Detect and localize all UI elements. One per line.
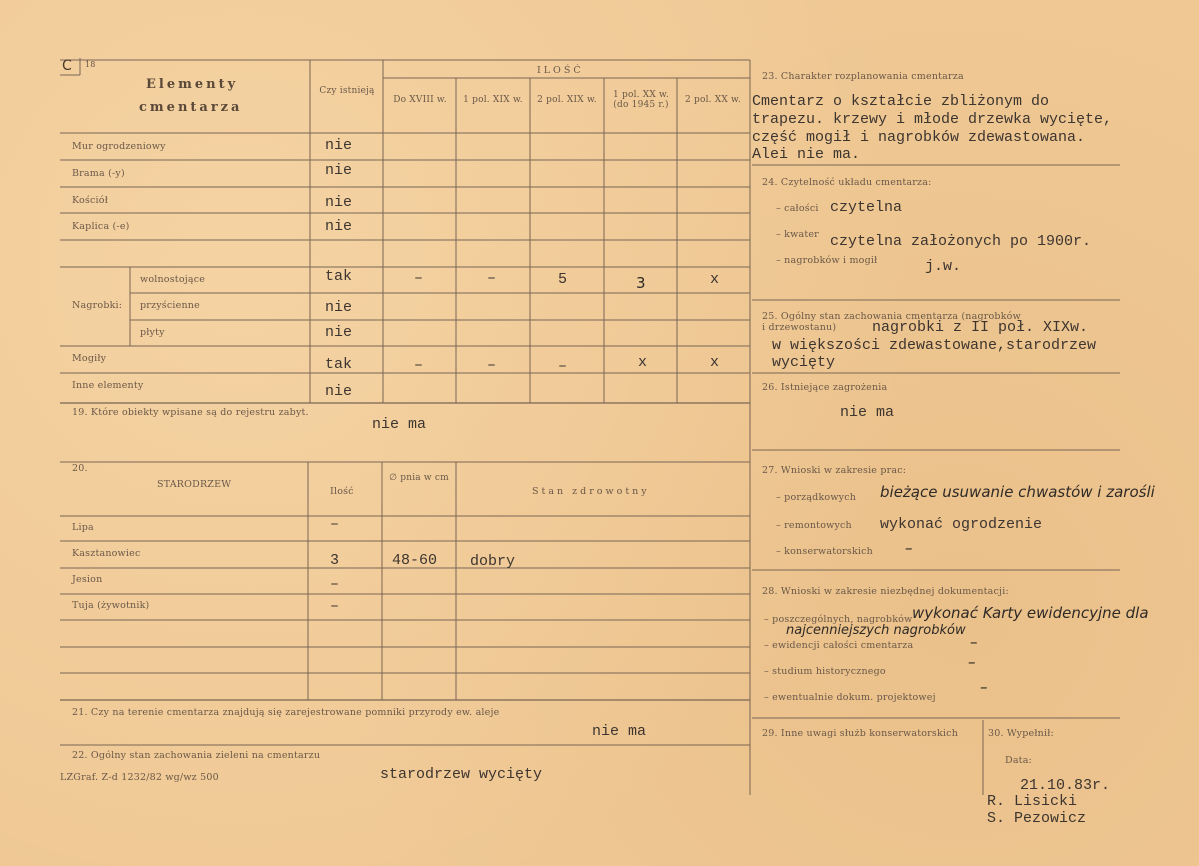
q30-data-label: Data:: [1005, 755, 1032, 766]
tree-stan-kasztanowiec: dobry: [470, 553, 516, 570]
q22-label: 22. Ogólny stan zachowania zieleni na cmentarzu: [72, 750, 321, 761]
q22-answer: starodrzew wycięty: [380, 766, 543, 783]
q26-label: 26. Istniejące zagrożenia: [762, 382, 888, 393]
q27-rem: wykonać ogrodzenie: [880, 516, 1043, 533]
val-wolnostojace-xviii: –: [414, 270, 424, 287]
row-label-przyscienne: przyścienne: [140, 300, 200, 311]
q28-stud: –: [968, 653, 976, 671]
q28-stud-label: – studium historycznego: [764, 666, 886, 677]
q30-date: 21.10.83r.: [1020, 777, 1111, 794]
val-wolnostojace-2xx: x: [710, 271, 720, 288]
nagrobki-label: Nagrobki:: [72, 300, 123, 311]
val-mogily-1xx: x: [638, 354, 648, 371]
q28-proj: –: [980, 678, 988, 696]
q27-rem-label: – remontowych: [776, 520, 852, 531]
val-mogily-1xix: –: [487, 357, 497, 374]
period-do-xviii: Do XVIII w.: [393, 95, 447, 105]
q24-nagrobkow: j.w.: [925, 258, 962, 275]
val-mogily-xviii: –: [414, 357, 424, 374]
q26-answer: nie ma: [840, 404, 895, 421]
q23-line-3: część mogił i nagrobków zdewastowana.: [752, 129, 1086, 146]
q28-pojed-label: – poszczególnych, nagrobków: [764, 614, 913, 625]
q30-name-1: R. Lisicki: [987, 793, 1078, 810]
q21-label: 21. Czy na terenie cmentarza znajdują się zarejestrowane pomniki przyrody ew. aleje: [72, 707, 500, 718]
q30-name-2: S. Pezowicz: [987, 810, 1087, 827]
corner-letter: C: [62, 58, 72, 74]
row-czy-brama: nie: [325, 162, 353, 179]
q19-answer: nie ma: [372, 416, 427, 433]
q30-label: 30. Wypełnił:: [988, 728, 1054, 739]
row-czy-kosciol: nie: [325, 194, 353, 211]
row-label-inne: Inne elementy: [72, 380, 144, 391]
row-czy-inne: nie: [325, 383, 353, 400]
q27-porz-label: – porządkowych: [776, 492, 857, 503]
q20-col-ilosc: Ilość: [330, 486, 354, 497]
q28-pojed-1: wykonać Karty ewidencyjne dla: [912, 604, 1149, 622]
q23-line-2: trapezu. krzewy i młode drzewka wycięte,: [752, 111, 1113, 128]
row-czy-mogily: tak: [325, 356, 353, 373]
q25-line-3: wycięty: [772, 354, 836, 371]
q28-ewid-label: – ewidencji całości cmentarza: [764, 640, 914, 651]
q25-line-2: w większości zdewastowane,starodrzew: [772, 337, 1097, 354]
q23-line-4: Alei nie ma.: [752, 146, 861, 163]
q21-answer: nie ma: [592, 723, 647, 740]
q28-proj-label: – ewentualnie dokum. projektowej: [764, 692, 936, 703]
tree-ilosc-jesion: –: [330, 576, 340, 593]
q28-ewid: –: [970, 633, 978, 651]
q23-line-1: Cmentarz o kształcie zbliżonym do: [752, 93, 1050, 110]
val-mogily-2xx: x: [710, 354, 720, 371]
q27-porz: bieżące usuwanie chwastów i zarośli: [880, 483, 1155, 501]
tree-ilosc-tuja: –: [330, 598, 340, 615]
ilosc-header: ILOŚĆ: [537, 65, 584, 76]
tree-pnia-kasztanowiec: 48-60: [392, 552, 438, 569]
val-wolnostojace-1xix: –: [487, 270, 497, 287]
q29-label: 29. Inne uwagi służb konserwatorskich: [762, 728, 959, 739]
row-label-mur: Mur ogrodzeniowy: [72, 141, 166, 152]
row-czy-kaplica: nie: [325, 218, 353, 235]
q25-line-1: nagrobki z II poł. XIXw.: [872, 319, 1089, 336]
elements-title-line1: Elementy: [146, 77, 239, 92]
row-label-wolnostojace: wolnostojące: [140, 274, 206, 285]
val-mogily-2xix: –: [558, 358, 568, 375]
q20-number: 20.: [72, 463, 88, 474]
q24-kwater-label: – kwater: [776, 229, 819, 240]
q25-label-2: i drzewostanu): [762, 322, 837, 333]
row-label-brama: Brama (-y): [72, 168, 125, 179]
row-czy-wolnostojace: tak: [325, 268, 353, 285]
tree-name-lipa: Lipa: [72, 522, 94, 533]
q24-calosci: czytelna: [830, 199, 903, 216]
q24-label: 24. Czytelność układu cmentarza:: [762, 177, 932, 188]
q20-title: STARODRZEW: [157, 479, 232, 490]
q27-label: 27. Wnioski w zakresie prac:: [762, 465, 907, 476]
elements-title-line2: cmentarza: [139, 100, 243, 115]
row-czy-plyty: nie: [325, 324, 353, 341]
tree-name-kasztanowiec: Kasztanowiec: [72, 548, 141, 559]
row-czy-mur: nie: [325, 137, 353, 154]
tree-name-jesion: Jesion: [72, 574, 103, 585]
val-wolnostojace-1xx: 3: [636, 274, 646, 292]
q24-kwater: czytelna założonych po 1900r.: [830, 233, 1092, 250]
period-2pol-xix: 2 pol. XIX w.: [537, 95, 597, 105]
q24-calosci-label: – całości: [776, 203, 819, 214]
q24-nagrobkow-label: – nagrobków i mogił: [776, 255, 878, 266]
corner-number: 18: [85, 60, 96, 69]
q23-label: 23. Charakter rozplanowania cmentarza: [762, 71, 964, 82]
row-label-kosciol: Kościół: [72, 195, 108, 206]
row-czy-przyscienne: nie: [325, 299, 353, 316]
period-1pol-xix: 1 pol. XIX w.: [463, 95, 523, 105]
row-label-mogily: Mogiły: [72, 353, 107, 364]
tree-ilosc-lipa: –: [330, 516, 340, 533]
tree-name-tuja: Tuja (żywotnik): [72, 600, 150, 611]
q20-col-pnia: ∅ pnia w cm: [389, 473, 449, 483]
q27-kons-label: – konserwatorskich: [776, 546, 873, 557]
q25-label-1: 25. Ogólny stan zachowania cmentarza (nagrobków: [762, 311, 1021, 322]
tree-ilosc-kasztanowiec: 3: [330, 552, 340, 569]
row-label-plyty: płyty: [140, 327, 165, 338]
q28-pojed-2: najcenniejszych nagrobków: [786, 623, 966, 638]
q19-label: 19. Które obiekty wpisane są do rejestru zabyt.: [72, 407, 309, 418]
q20-col-stan: Stan zdrowotny: [532, 486, 650, 497]
q27-kons: –: [905, 539, 913, 557]
period-1pol-xx: 1 pol. XX w. (do 1945 r.): [613, 90, 669, 110]
printer-imprint: LZGraf. Z-d 1232/82 wg/wz 500: [60, 772, 219, 783]
col-czy-istnieja: Czy istnieją: [319, 86, 375, 96]
q28-label: 28. Wnioski w zakresie niezbędnej dokumentacji:: [762, 586, 1009, 597]
row-label-kaplica: Kaplica (-e): [72, 221, 130, 232]
period-2pol-xx: 2 pol. XX w.: [685, 95, 741, 105]
val-wolnostojace-2xix: 5: [558, 271, 568, 288]
